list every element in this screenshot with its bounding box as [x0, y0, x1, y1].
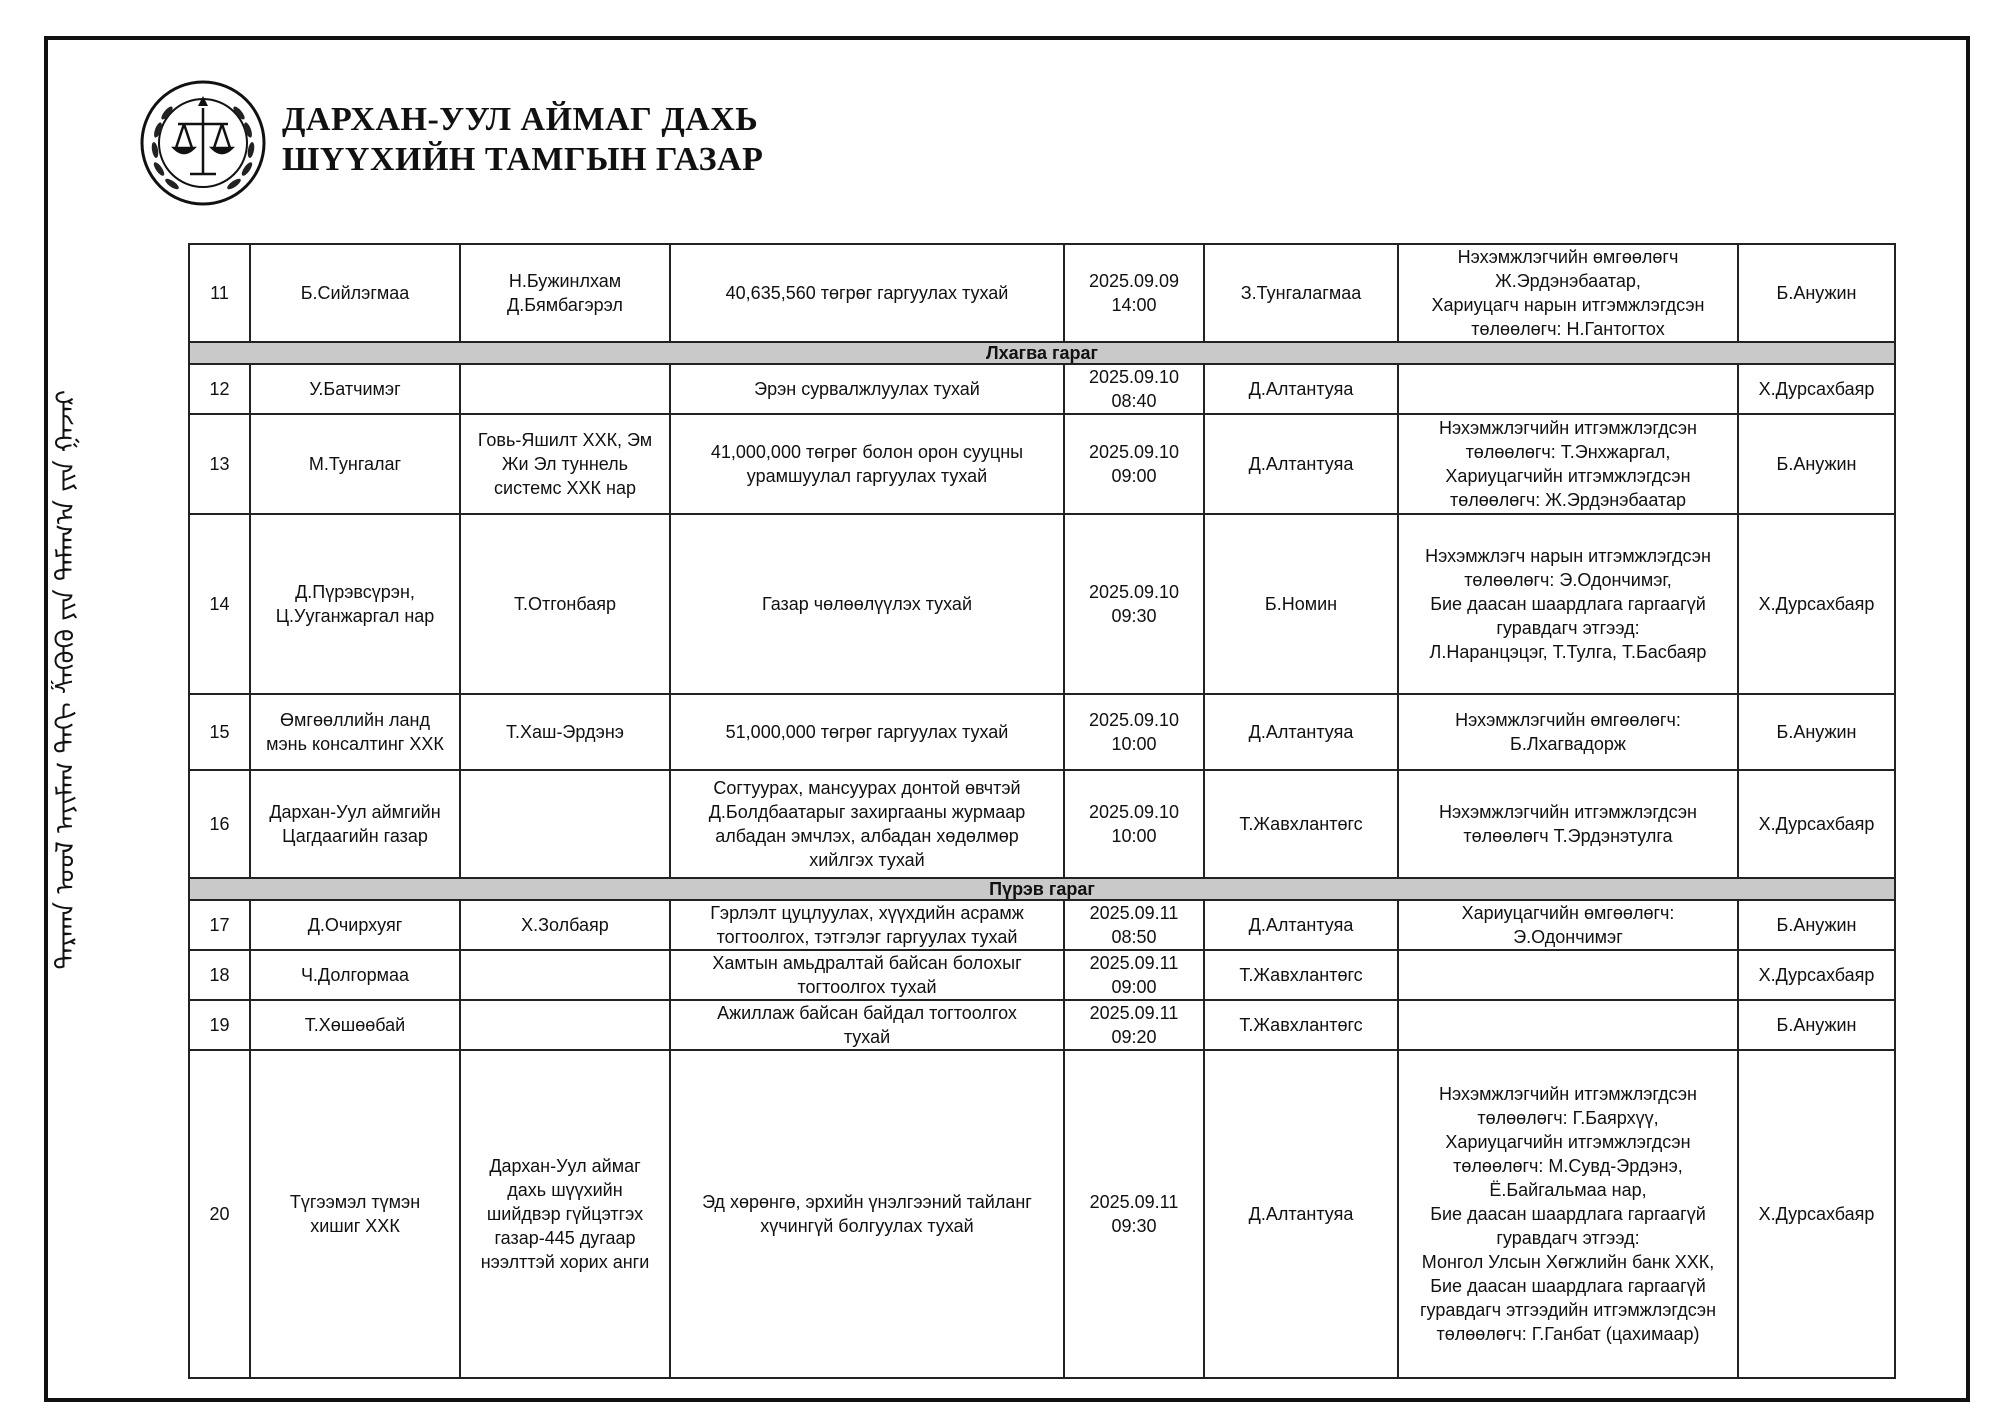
judge-cell: Д.Алтантуяа: [1204, 694, 1398, 770]
title-line-1: ДАРХАН-УУЛ АЙМАГ ДАХЬ: [282, 101, 759, 138]
defendant-cell: [460, 364, 670, 414]
defendant-cell: [460, 770, 670, 878]
weekday-label: Пүрэв гараг: [189, 878, 1895, 900]
hearing-datetime-cell: 2025.09.09 14:00: [1064, 244, 1204, 342]
claim-subject-cell: 51,000,000 төгрөг гаргуулах тухай: [670, 694, 1064, 770]
hearing-datetime-cell: 2025.09.11 09:00: [1064, 950, 1204, 1000]
claim-subject-cell: 41,000,000 төгрөг болон орон сууцны урамшуулал гаргуулах тухай: [670, 414, 1064, 514]
court-secretary-cell: Х.Дурсахбаяр: [1738, 950, 1895, 1000]
hearing-datetime-cell: 2025.09.10 09:00: [1064, 414, 1204, 514]
participants-cell: [1398, 950, 1738, 1000]
claim-subject-cell: Хамтын амьдралтай байсан болохыг тогтоолгох тухай: [670, 950, 1064, 1000]
judge-cell: Д.Алтантуяа: [1204, 414, 1398, 514]
plaintiff-cell: Өмгөөллийн ланд мэнь консалтинг ХХК: [250, 694, 460, 770]
judge-cell: З.Тунгалагмаа: [1204, 244, 1398, 342]
case-number-cell: 19: [189, 1000, 250, 1050]
judge-cell: Д.Алтантуяа: [1204, 1050, 1398, 1378]
claim-subject-cell: Ажиллаж байсан байдал тогтоолгох тухай: [670, 1000, 1064, 1050]
participants-cell: Нэхэмжлэгч нарын итгэмжлэгдсэн төлөөлөгч: Э.Одончимэг, Бие даасан шаардлага гаргаагүй гуравдагч этгээд: Л.Наранцэцэг, Т.Тулга, Т.Басбаяр: [1398, 514, 1738, 694]
court-secretary-cell: Б.Анужин: [1738, 244, 1895, 342]
plaintiff-cell: У.Батчимэг: [250, 364, 460, 414]
participants-cell: Нэхэмжлэгчийн итгэмжлэгдсэн төлөөлөгч: Г.Баярхүү, Хариуцагчийн итгэмжлэгдсэн төлөөлөгч: М.Сувд-Эрдэнэ, Ё.Байгальмаа нар, Бие даасан шаардлага гаргаагүй гуравдагч этгээд: Монгол Улсын Хөгжлийн банк ХХК, Бие даасан шаардлага гаргаагүй гуравдагч этгээдийн итгэмжлэгдсэн төлөөлөгч: Г.Ганбат (цахимаар): [1398, 1050, 1738, 1378]
title-line-2: ШҮҮХИЙН ТАМГЫН ГАЗАР: [282, 141, 764, 178]
court-secretary-cell: Б.Анужин: [1738, 900, 1895, 950]
defendant-cell: Дархан-Уул аймаг дахь шүүхийн шийдвэр гүйцэтгэх газар-445 дугаар нээлттэй хорих анги: [460, 1050, 670, 1378]
case-number-cell: 16: [189, 770, 250, 878]
claim-subject-cell: Согтуурах, мансуурах донтой өвчтэй Д.Болдбаатарыг захиргааны журмаар албадан эмчлэх, албадан хөдөлмөр хийлгэх тухай: [670, 770, 1064, 878]
table-row: [189, 694, 1895, 770]
hearing-datetime-cell: 2025.09.11 09:20: [1064, 1000, 1204, 1050]
table-row: [189, 414, 1895, 514]
plaintiff-cell: Д.Очирхуяг: [250, 900, 460, 950]
plaintiff-cell: Ч.Долгормаа: [250, 950, 460, 1000]
claim-subject-cell: Гэрлэлт цуцлуулах, хүүхдийн асрамж тогтоолгох, тэтгэлэг гаргуулах тухай: [670, 900, 1064, 950]
table-row: [189, 770, 1895, 878]
table-row: [189, 900, 1895, 950]
case-number-cell: 13: [189, 414, 250, 514]
claim-subject-cell: Эрэн сурвалжлуулах тухай: [670, 364, 1064, 414]
plaintiff-cell: Д.Пүрэвсүрэн, Ц.Ууганжаргал нар: [250, 514, 460, 694]
hearing-datetime-cell: 2025.09.11 08:50: [1064, 900, 1204, 950]
court-secretary-cell: Б.Анужин: [1738, 1000, 1895, 1050]
defendant-cell: Х.Золбаяр: [460, 900, 670, 950]
defendant-cell: Н.Бужинлхам Д.Бямбагэрэл: [460, 244, 670, 342]
case-number-cell: 12: [189, 364, 250, 414]
defendant-cell: Говь-Яшилт ХХК, Эм Жи Эл туннель системс ХХК нар: [460, 414, 670, 514]
claim-subject-cell: Эд хөрөнгө, эрхийн үнэлгээний тайланг хүчингүй болгуулах тухай: [670, 1050, 1064, 1378]
table-row: [189, 1000, 1895, 1050]
judge-cell: Т.Жавхлантөгс: [1204, 950, 1398, 1000]
plaintiff-cell: Б.Сийлэгмаа: [250, 244, 460, 342]
institution-title: [282, 100, 763, 180]
judge-cell: Т.Жавхлантөгс: [1204, 770, 1398, 878]
claim-subject-cell: 40,635,560 төгрөг гаргуулах тухай: [670, 244, 1064, 342]
case-number-cell: 15: [189, 694, 250, 770]
participants-cell: [1398, 364, 1738, 414]
case-number-cell: 17: [189, 900, 250, 950]
table-row: [189, 1050, 1895, 1378]
court-secretary-cell: Х.Дурсахбаяр: [1738, 1050, 1895, 1378]
table-row: [189, 364, 1895, 414]
participants-cell: Нэхэмжлэгчийн итгэмжлэгдсэн төлөөлөгч: Т.Энхжаргал, Хариуцагчийн итгэмжлэгдсэн төлөөлөгч: Ж.Эрдэнэбаатар: [1398, 414, 1738, 514]
defendant-cell: Т.Хаш-Эрдэнэ: [460, 694, 670, 770]
table-row: [189, 244, 1895, 342]
court-secretary-cell: Х.Дурсахбаяр: [1738, 514, 1895, 694]
participants-cell: [1398, 1000, 1738, 1050]
defendant-cell: [460, 950, 670, 1000]
hearing-datetime-cell: 2025.09.10 08:40: [1064, 364, 1204, 414]
table-row: [189, 514, 1895, 694]
court-secretary-cell: Б.Анужин: [1738, 414, 1895, 514]
case-number-cell: 18: [189, 950, 250, 1000]
participants-cell: Хариуцагчийн өмгөөлөгч: Э.Одончимэг: [1398, 900, 1738, 950]
judge-cell: Б.Номин: [1204, 514, 1398, 694]
hearing-schedule-table: [188, 243, 1896, 1379]
vertical-script-text: ᠳᠠᠷᠬᠠᠨ ᠤᠤᠯ ᠠᠶᠢᠮᠠᠭ ᠳᠠᠬᠢ ᠱᠡᠭᠦᠬᠦ ᠶᠢᠨ ᠲᠠᠮᠠᠭ᠎ᠠ ᠶᠢᠨ ᠭᠠᠵᠠᠷ: [51, 390, 81, 970]
defendant-cell: Т.Отгонбаяр: [460, 514, 670, 694]
judge-cell: Д.Алтантуяа: [1204, 900, 1398, 950]
participants-cell: Нэхэмжлэгчийн өмгөөлөгч Ж.Эрдэнэбаатар, Хариуцагч нарын итгэмжлэгдсэн төлөөлөгч: Н.Гантогтох: [1398, 244, 1738, 342]
judge-cell: Т.Жавхлантөгс: [1204, 1000, 1398, 1050]
court-secretary-cell: Х.Дурсахбаяр: [1738, 364, 1895, 414]
weekday-separator-row: [189, 878, 1895, 900]
court-secretary-cell: Б.Анужин: [1738, 694, 1895, 770]
plaintiff-cell: Дархан-Уул аймгийн Цагдаагийн газар: [250, 770, 460, 878]
vertical-mongolian-script: [46, 200, 86, 1160]
judge-cell: Д.Алтантуяа: [1204, 364, 1398, 414]
weekday-separator-row: [189, 342, 1895, 364]
case-number-cell: 11: [189, 244, 250, 342]
table-row: [189, 950, 1895, 1000]
court-emblem-scales-icon: [138, 78, 268, 208]
hearing-datetime-cell: 2025.09.10 09:30: [1064, 514, 1204, 694]
plaintiff-cell: М.Тунгалаг: [250, 414, 460, 514]
claim-subject-cell: Газар чөлөөлүүлэх тухай: [670, 514, 1064, 694]
case-number-cell: 20: [189, 1050, 250, 1378]
plaintiff-cell: Түгээмэл түмэн хишиг ХХК: [250, 1050, 460, 1378]
plaintiff-cell: Т.Хөшөөбай: [250, 1000, 460, 1050]
case-number-cell: 14: [189, 514, 250, 694]
court-secretary-cell: Х.Дурсахбаяр: [1738, 770, 1895, 878]
hearing-datetime-cell: 2025.09.10 10:00: [1064, 694, 1204, 770]
hearing-datetime-cell: 2025.09.10 10:00: [1064, 770, 1204, 878]
hearing-datetime-cell: 2025.09.11 09:30: [1064, 1050, 1204, 1378]
participants-cell: Нэхэмжлэгчийн итгэмжлэгдсэн төлөөлөгч Т.Эрдэнэтулга: [1398, 770, 1738, 878]
weekday-label: Лхагва гараг: [189, 342, 1895, 364]
defendant-cell: [460, 1000, 670, 1050]
schedule-body: [189, 244, 1895, 1378]
participants-cell: Нэхэмжлэгчийн өмгөөлөгч: Б.Лхагвадорж: [1398, 694, 1738, 770]
